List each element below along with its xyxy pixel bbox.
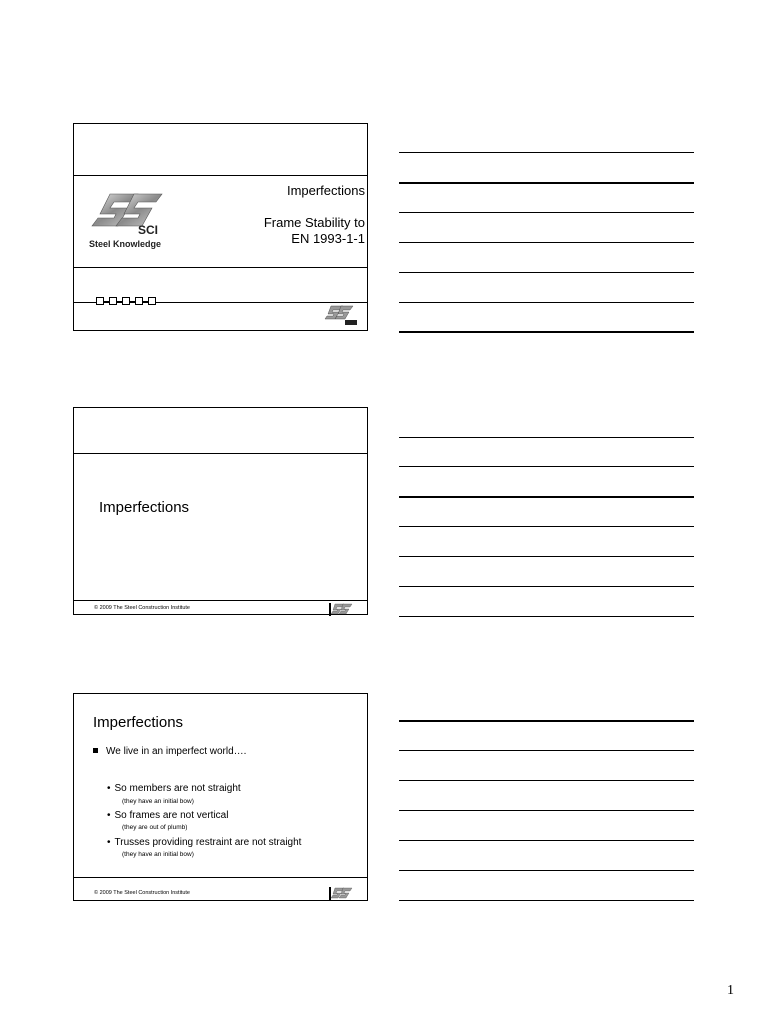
copyright-footer: © 2009 The Steel Construction Institute: [94, 890, 190, 896]
slide-2: [73, 407, 368, 615]
slide-heading: Imperfections: [93, 714, 184, 731]
square-bullet-icon: [93, 748, 98, 753]
sub-bullet-note: (they have an initial bow): [122, 851, 194, 858]
slide-subtitle-line-2: EN 1993-1-1: [291, 231, 365, 246]
sci-logo: [88, 190, 174, 252]
svg-text:SCI: SCI: [138, 223, 159, 237]
slide-3: [73, 693, 368, 901]
square-chain-decoration: [96, 297, 156, 305]
copyright-footer: © 2009 The Steel Construction Institute: [94, 605, 190, 611]
page-number: 1: [727, 983, 734, 998]
sub-bullet-note: (they have an initial bow): [122, 798, 194, 805]
divider: [74, 600, 367, 601]
slide-subtitle-line-1: Frame Stability to: [263, 215, 365, 230]
sci-small-logo: [323, 304, 359, 326]
sub-bullet-note: (they are out of plumb): [122, 824, 188, 831]
divider: [74, 267, 367, 268]
sci-footer-logo: [329, 886, 355, 901]
sub-bullet: • So members are not straight: [107, 783, 241, 794]
divider: [74, 453, 367, 454]
svg-text:Steel Knowledge: Steel Knowledge: [89, 239, 162, 249]
main-bullet: We live in an imperfect world….: [93, 746, 246, 757]
sub-bullet: • Trusses providing restraint are not straight: [107, 837, 302, 848]
sub-bullet: • So frames are not vertical: [107, 810, 229, 821]
slide-title: Imperfections: [286, 183, 365, 198]
section-title: Imperfections: [99, 499, 190, 516]
slide-1: [73, 123, 368, 331]
sci-footer-logo: [329, 602, 355, 617]
divider: [74, 175, 367, 176]
divider: [74, 877, 367, 878]
